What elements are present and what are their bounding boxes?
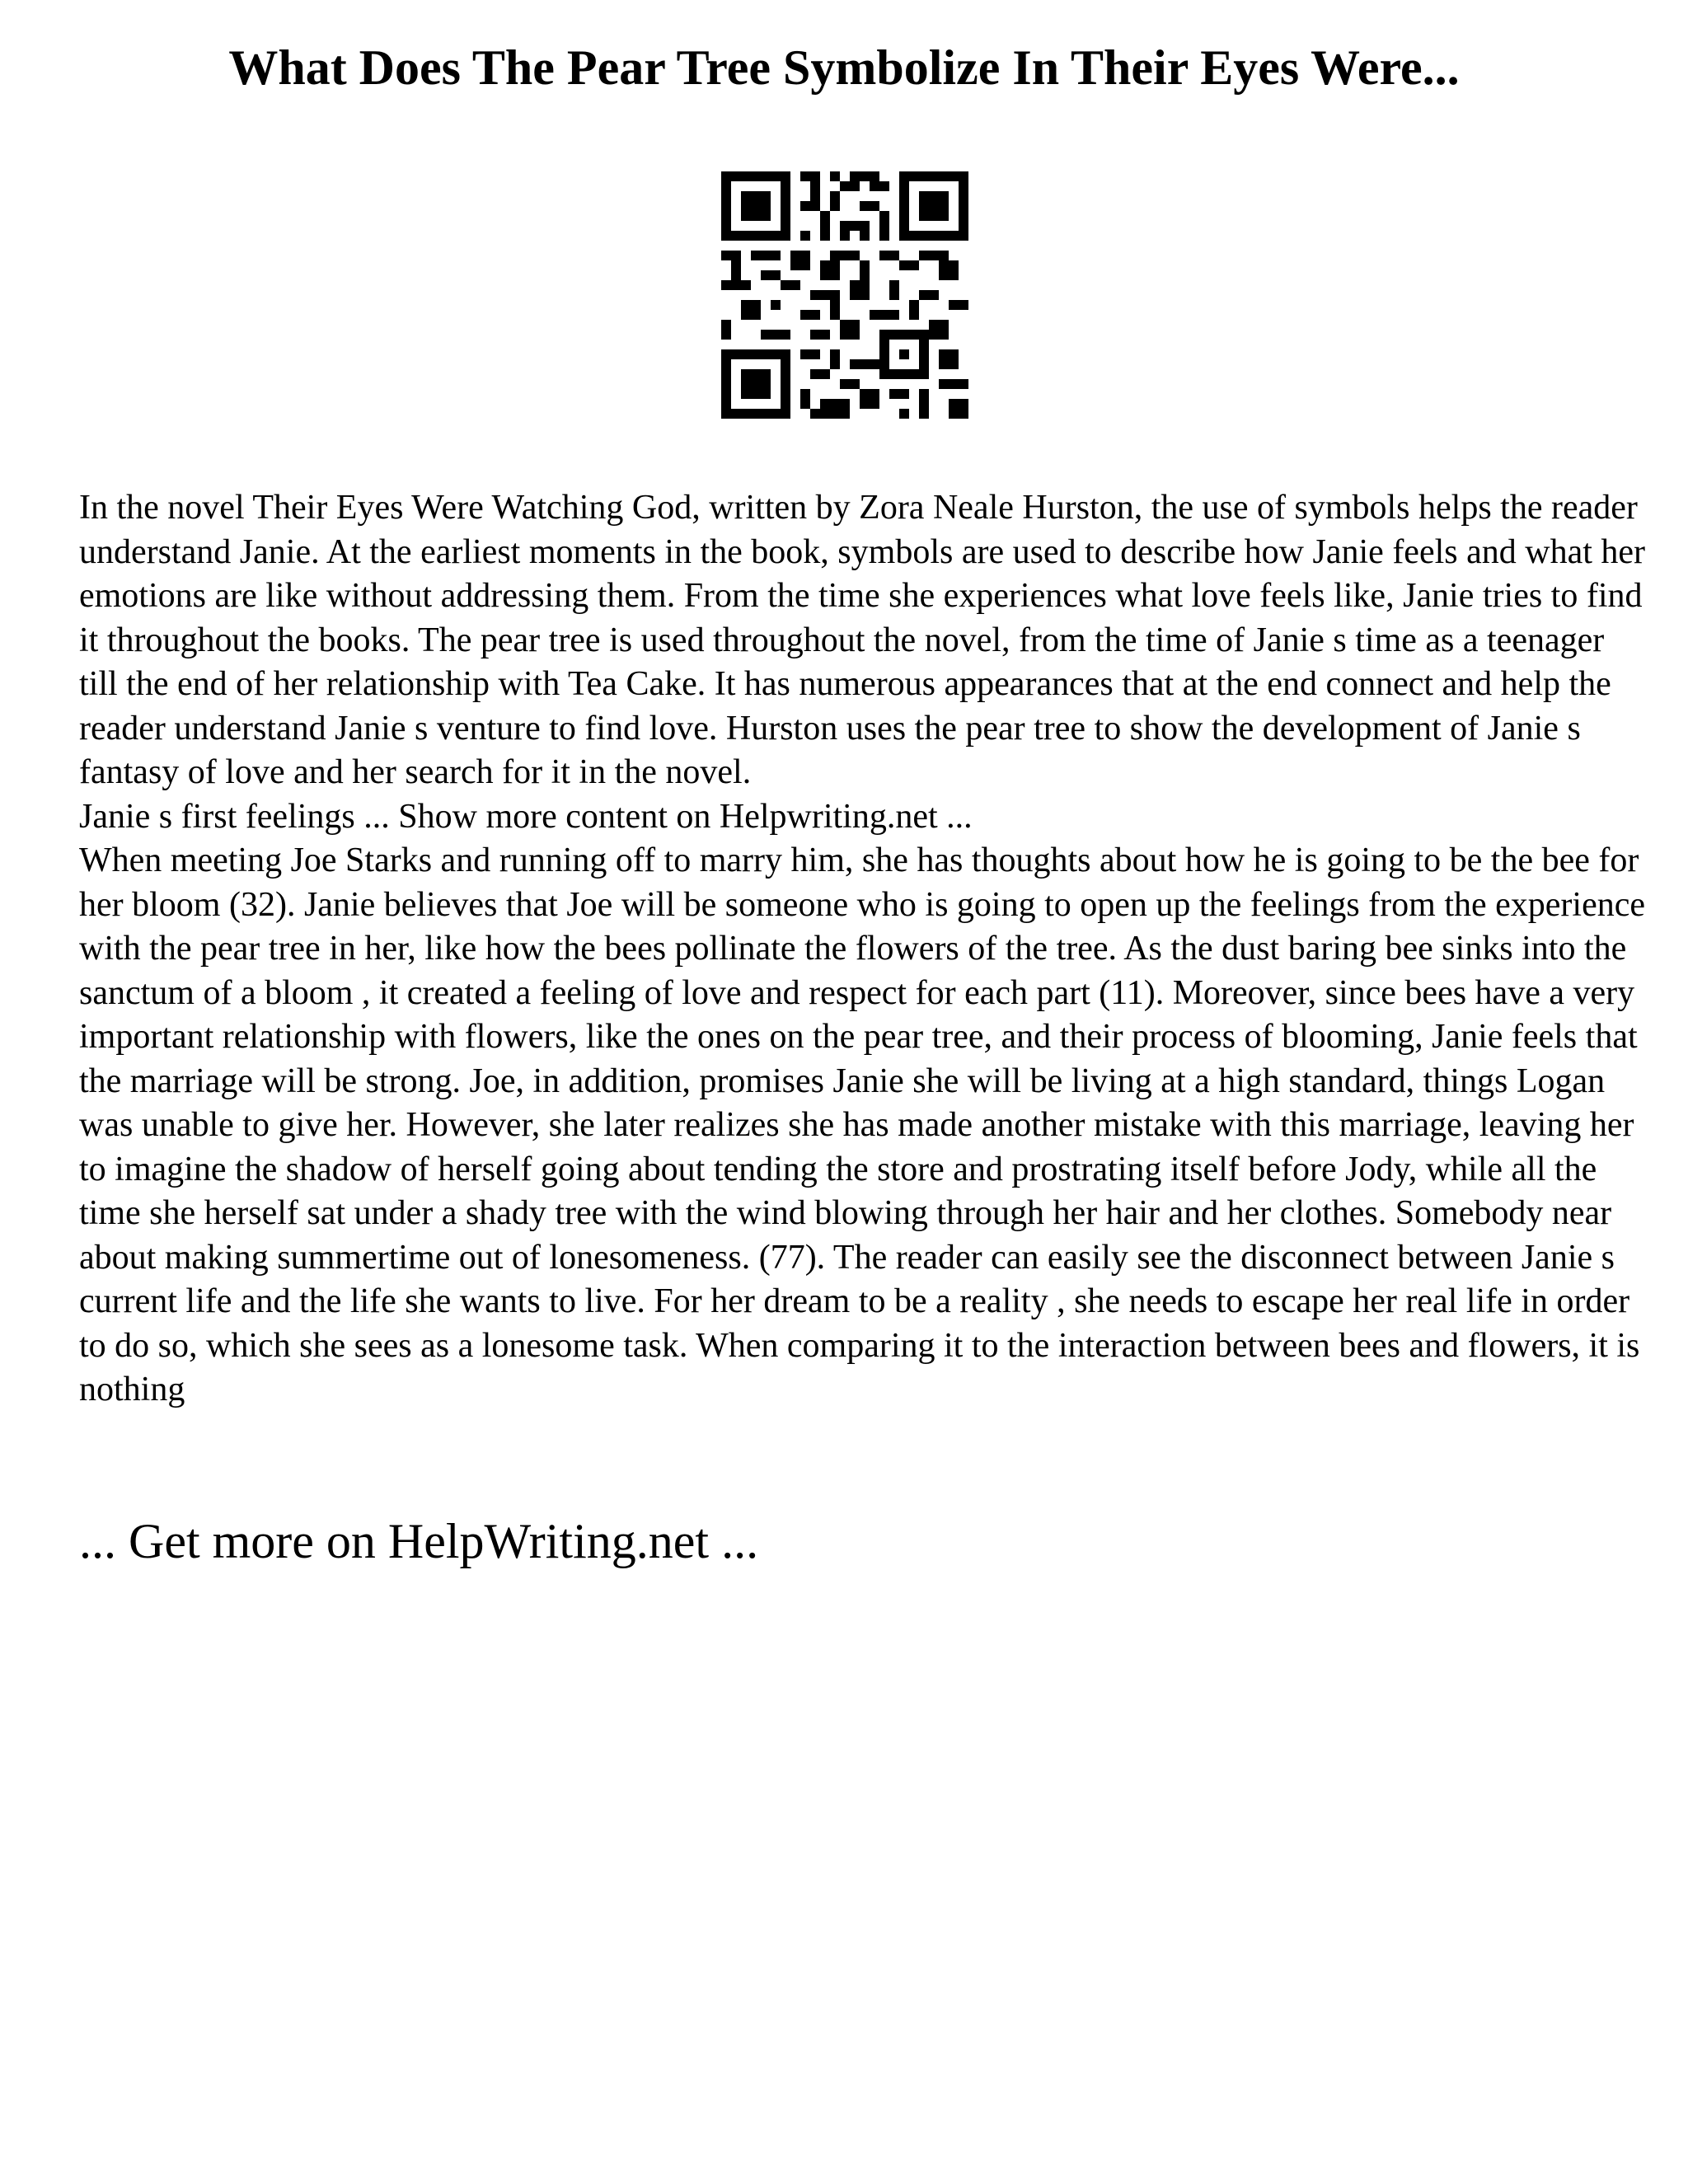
- page-title: What Does The Pear Tree Symbolize In Their Eyes Were...: [228, 40, 1460, 95]
- qr-code-icon[interactable]: [721, 171, 968, 419]
- paragraph-show-more[interactable]: Janie s first feelings ... Show more content on Helpwriting.net ...: [79, 797, 973, 836]
- paragraph-joe-starks: When meeting Joe Starks and running off to marry him, she has thoughts about how he is going to be the bee for her bloom (32). Janie believes that Joe will be someone who is going to open up the feelings from the experience with the pear tree in her, like how the bees pollinate the flowers of the tree. As the dust baring bee sinks into the sanctum of a bloom , it created a feeling of love and respect for each part (11). Moreover, since bees have a very important relationship with flowers, like the ones on the pear tree, and their process of blooming, Janie feels that the marriage will be strong. Joe, in addition, promises Janie she will be living at a high standard, things Logan was unable to give her. However, she later realizes she has made another mistake with this marriage, leaving her to imagine the shadow of herself going about tending the store and prostrating itself before Jody, while all the time she herself sat under a shady tree with the wind blowing through her hair and her clothes. Somebody near about making summertime out of lonesomeness. (77). The reader can easily see the disconnect between Janie s current life and the life she wants to live. For her dream to be a reality , she needs to escape her real life in order to do so, which she sees as a lonesome task. When comparing it to the interaction between bees and flowers, it is nothing: [79, 841, 1645, 1408]
- paragraph-intro: In the novel Their Eyes Were Watching God, written by Zora Neale Hurston, the use of symbols helps the reader understand Janie. At the earliest moments in the book, symbols are used to describe how Janie feels and what her emotions are like without addressing them. From the time she experiences what love feels like, Janie tries to find it throughout the books. The pear tree is used throughout the novel, from the time of Janie s time as a teenager till the end of her relationship with Tea Cake. It has numerous appearances that at the end connect and help the reader understand Janie s venture to find love. Hurston uses the pear tree to show the development of Janie s fantasy of love and her search for it in the novel.: [79, 489, 1646, 791]
- article-body: [79, 486, 1645, 1413]
- get-more-link[interactable]: ... Get more on HelpWriting.net ...: [79, 1514, 759, 1568]
